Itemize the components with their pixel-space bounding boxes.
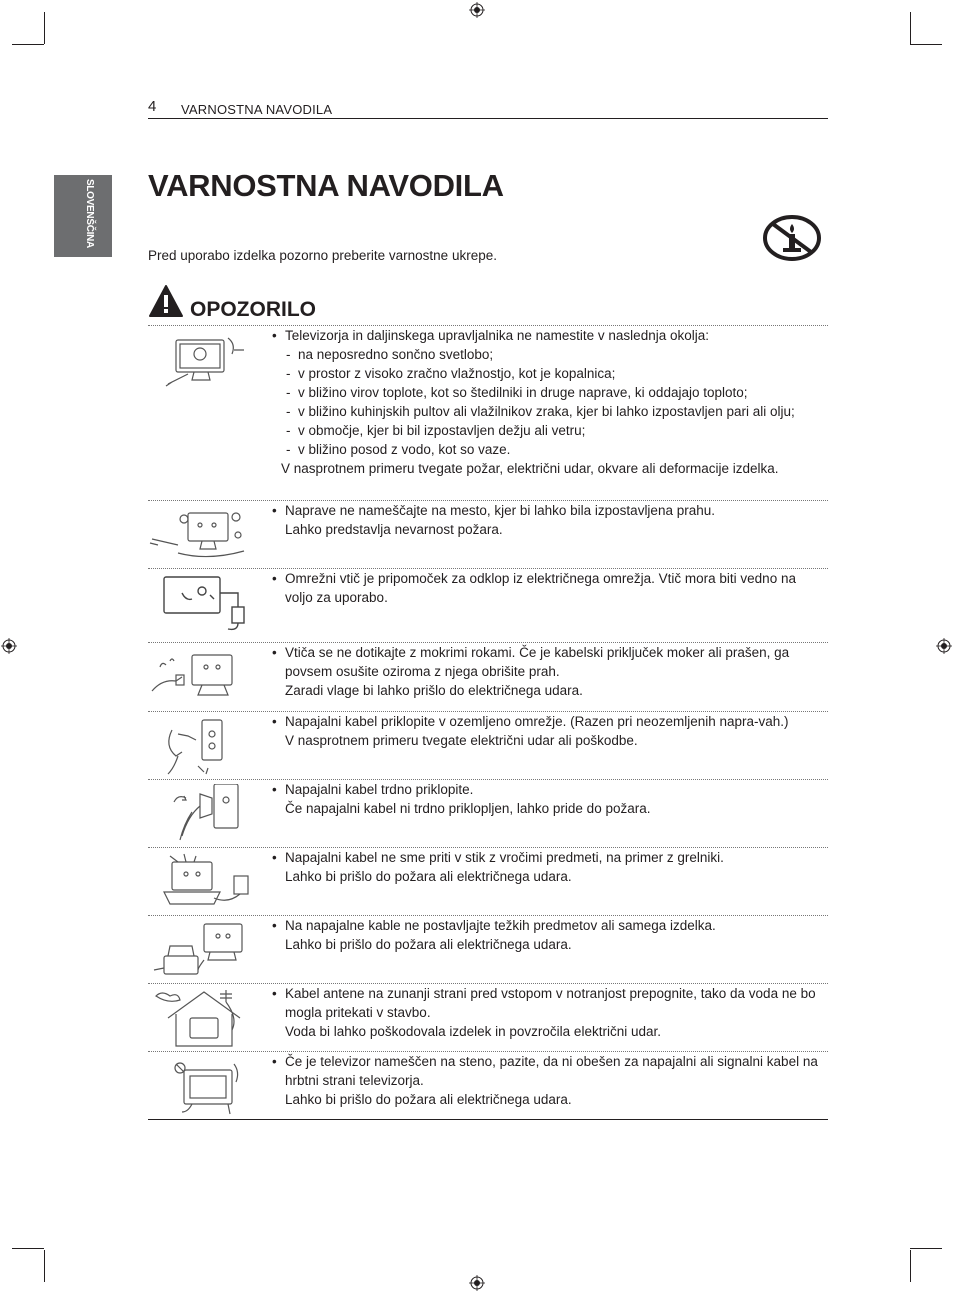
warning-item	[148, 712, 828, 780]
dash-item: - v območje, kjer bi bil izpostavljen dežju ali vetru;	[272, 421, 820, 440]
page-header	[148, 96, 828, 119]
page-number: 4	[148, 98, 157, 115]
crop-mark	[12, 44, 44, 45]
registration-mark-icon	[936, 638, 952, 654]
registration-mark-icon	[469, 1275, 485, 1291]
crop-mark	[910, 1250, 911, 1282]
warning-item	[148, 501, 828, 569]
warning-text	[272, 501, 820, 539]
dash-item: - v bližino virov toplote, kot so štedilniki in druge naprave, ki oddajajo toploto;	[272, 383, 820, 402]
wall-mount-cable-illustration-icon	[148, 1056, 258, 1118]
bullet-text: • Kabel antene na zunanji strani pred vstopom v notranjost prepognite, tako da voda ne bo mogla pritekati v stavbo.	[272, 984, 820, 1022]
language-label: SLOVENŠČINA	[84, 179, 95, 248]
crop-mark	[910, 1248, 942, 1249]
heavy-objects-cable-illustration-icon	[148, 920, 258, 982]
warning-list	[148, 325, 828, 1120]
crop-mark	[12, 1248, 44, 1249]
page-title: VARNOSTNA NAVODILA	[148, 168, 504, 203]
hot-objects-cable-illustration-icon	[148, 852, 258, 914]
warning-item	[148, 643, 828, 712]
crop-mark	[44, 12, 45, 44]
warning-item	[148, 780, 828, 848]
warning-item	[148, 326, 828, 501]
warning-item	[148, 916, 828, 984]
dash-item: - v bližino kuhinjskih pultov ali vlažilnikov zraka, kjer bi lahko izpostavljen pari ali olju;	[272, 402, 820, 421]
registration-mark-icon	[1, 638, 17, 654]
tv-plug-illustration-icon	[148, 573, 258, 635]
plug-firmly-illustration-icon	[148, 784, 258, 846]
bullet-text: • Na napajalne kable ne postavljajte težkih predmetov ali samega izdelka.	[272, 916, 820, 935]
continuation-text: Lahko bi prišlo do požara ali električnega udara.	[285, 1092, 572, 1107]
warning-text	[272, 780, 820, 818]
crop-mark	[910, 12, 911, 44]
continuation-text: Lahko bi prišlo do požara ali električnega udara.	[285, 937, 572, 952]
antenna-cable-house-illustration-icon	[148, 988, 258, 1050]
dash-item: - v bližino posod z vodo, kot so vaze.	[272, 440, 820, 459]
warning-text	[272, 569, 820, 607]
crop-mark	[44, 1250, 45, 1282]
warning-text	[272, 916, 820, 954]
registration-mark-icon	[469, 2, 485, 18]
no-candle-icon	[762, 214, 822, 262]
bullet-text: • Če je televizor nameščen na steno, pazite, da ni obešen za napajalni ali signalni kabel na hrbtni strani televizorja.	[272, 1052, 820, 1090]
warning-triangle-icon	[148, 284, 184, 318]
continuation-text: Lahko bi prišlo do požara ali električnega udara.	[285, 869, 572, 884]
wet-hands-plug-illustration-icon	[148, 647, 258, 709]
bullet-text: • Napajalni kabel priklopite v ozemljeno omrežje. (Razen pri neozemljenih napra-vah.)	[272, 712, 820, 731]
continuation-text: Zaradi vlage bi lahko prišlo do električnega udara.	[285, 683, 583, 698]
dash-item: - v prostor z visoko zračno vlažnostjo, kot je kopalnica;	[272, 364, 820, 383]
crop-mark	[910, 44, 942, 45]
continuation-text: Voda bi lahko poškodovala izdelek in povzročila električni udar.	[285, 1024, 661, 1039]
warning-title: OPOZORILO	[190, 298, 316, 321]
grounded-outlet-illustration-icon	[148, 716, 258, 778]
bullet-text: • Napajalni kabel trdno priklopite.	[272, 780, 820, 799]
warning-item	[148, 848, 828, 916]
continuation-text: V nasprotnem primeru tvegate električni udar ali poškodbe.	[285, 733, 638, 748]
language-tab	[54, 175, 112, 257]
running-title: VARNOSTNA NAVODILA	[181, 102, 333, 117]
dash-item: - na neposredno sončno svetlobo;	[272, 345, 820, 364]
warning-text	[272, 643, 820, 700]
bullet-text: • Naprave ne nameščajte na mesto, kjer bi lahko bila izpostavljena prahu.	[272, 501, 820, 520]
continuation-text: Če napajalni kabel ni trdno priklopljen, lahko pride do požara.	[285, 801, 651, 816]
bullet-text: • Omrežni vtič je pripomoček za odklop iz električnega omrežja. Vtič mora biti vedno na voljo za uporabo.	[272, 569, 820, 607]
bullet-text: • Vtiča se ne dotikajte z mokrimi rokami. Če je kabelski priključek moker ali prašen, ga povsem osušite oziroma z njega obrišite prah.	[272, 643, 820, 681]
continuation-text: V nasprotnem primeru tvegate požar, električni udar, okvare ali deformacije izdelka.	[281, 461, 779, 476]
bullet-text: • Napajalni kabel ne sme priti v stik z vročimi predmeti, na primer z grelniki.	[272, 848, 820, 867]
tv-dust-illustration-icon	[148, 505, 258, 567]
warning-item	[148, 984, 828, 1052]
warning-text	[272, 1052, 820, 1109]
intro-text: Pred uporabo izdelka pozorno preberite varnostne ukrepe.	[148, 248, 497, 263]
tv-environment-illustration-icon	[148, 330, 258, 392]
warning-item	[148, 569, 828, 643]
continuation-text: Lahko predstavlja nevarnost požara.	[285, 522, 503, 537]
warning-text	[272, 712, 820, 750]
warning-text	[272, 326, 820, 478]
warning-text	[272, 984, 820, 1041]
warning-item	[148, 1052, 828, 1120]
warning-text	[272, 848, 820, 886]
bullet-text: • Televizorja in daljinskega upravljalnika ne namestite v naslednja okolja:	[272, 326, 820, 345]
